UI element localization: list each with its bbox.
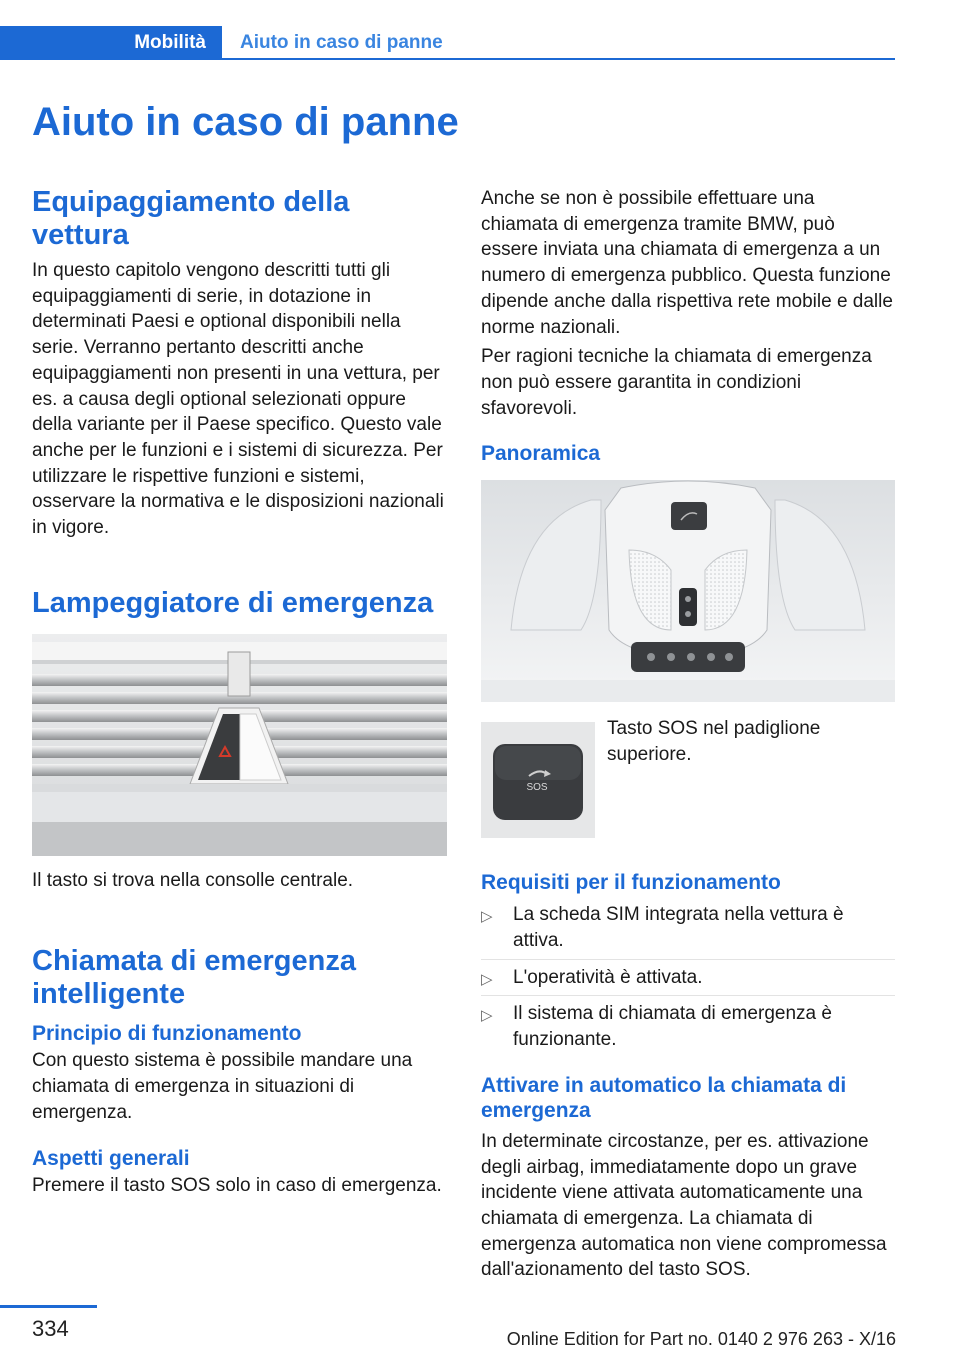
sos-label: SOS	[526, 782, 548, 794]
hazard-switch-illustration	[32, 634, 447, 856]
intro-text-2: Per ragioni tecniche la chiamata di emergenza non può essere garantita in condizioni sfavorevoli.	[481, 346, 872, 419]
header-bar	[0, 26, 895, 60]
footer-rule	[0, 1305, 97, 1308]
edition-note: Online Edition for Part no. 0140 2 976 263 - X/16	[506, 1329, 896, 1349]
triangle-bullet-icon: ▷	[481, 1007, 493, 1025]
auto-text: In determinate circostanze, per es. attivazione degli airbag, immediatamente dopo un grave incidente viene attivata automaticamente una chiamata di emergenza. La chiamata di emergenza automatica non viene compromessa dall'azionamento del tasto SOS.	[481, 1130, 887, 1281]
ecall-heading: Chiamata di emergenza intelligente	[32, 945, 356, 1011]
divider	[481, 995, 895, 996]
sos-row	[481, 718, 895, 838]
page-title: Aiuto in caso di panne	[32, 100, 459, 144]
hazard-caption: Il tasto si trova nella consolle centrale.	[32, 869, 354, 891]
general-heading: Aspetti generali	[32, 1146, 190, 1170]
header-rule	[222, 58, 895, 60]
list-item: ▷ La scheda SIM integrata nella vettura è attiva.	[481, 904, 844, 952]
left-column	[32, 186, 447, 1198]
list-item: ▷ L'operatività è attivata.	[481, 965, 895, 991]
intro-text-1: Anche se non è possibile effettuare una chiamata di emergenza tramite BMW, può essere inviata una chiamata di emergenza a un numero di emergenza pubblico. Questa funzione dipende anche dalla rispettiva rete mobile e dalle norme nazionali.	[481, 188, 893, 338]
sos-caption: Tasto SOS nel padiglione superiore.	[607, 718, 821, 766]
principle-text: Con questo sistema è possibile mandare una chiamata di emergenza in situazioni di emergenza.	[32, 1050, 413, 1123]
equipment-text: In questo capitolo vengono descritti tutti gli equipaggiamenti di serie, in dotazione in determinati Paesi e optional disponibili nella serie. Verranno pertanto descritti anche equipaggiamenti non presenti in una vettura, per es. a causa degli optional selezionati oppure della variante per il Paese specifico. Questo vale anche per le funzioni e i sistemi di sicurezza. Per utilizzare le rispettive funzioni e sistemi, osservare la normativa e le disposizioni nazionali in vigore.	[32, 260, 444, 539]
equipment-heading: Equipaggiamento della vettura	[32, 186, 350, 251]
overview-heading: Panoramica	[481, 442, 601, 466]
requirements-list	[481, 902, 895, 1053]
roof-console-illustration	[481, 480, 895, 702]
triangle-bullet-icon: ▷	[481, 908, 493, 926]
general-text: Premere il tasto SOS solo in caso di emergenza.	[32, 1174, 442, 1196]
divider	[481, 959, 895, 960]
breadcrumb[interactable]: Aiuto in caso di panne	[240, 32, 443, 53]
page-number: 334	[32, 1316, 69, 1341]
triangle-bullet-icon: ▷	[481, 970, 493, 988]
hazard-heading: Lampeggiatore di emergenza	[32, 586, 434, 619]
hazard-switch-photo	[32, 634, 447, 856]
requirements-heading: Requisiti per il funzionamento	[481, 871, 781, 895]
principle-heading: Principio di funzionamento	[32, 1022, 302, 1046]
section-tab[interactable]: Mobilità	[0, 26, 222, 60]
right-column	[481, 186, 895, 1283]
sos-button-photo	[481, 722, 595, 838]
auto-heading: Attivare in automatico la chiamata di emergenza	[481, 1073, 847, 1122]
list-item: ▷ Il sistema di chiamata di emergenza è funzionante.	[481, 1003, 832, 1051]
sos-button-illustration	[481, 722, 595, 838]
roof-console-photo	[481, 480, 895, 702]
